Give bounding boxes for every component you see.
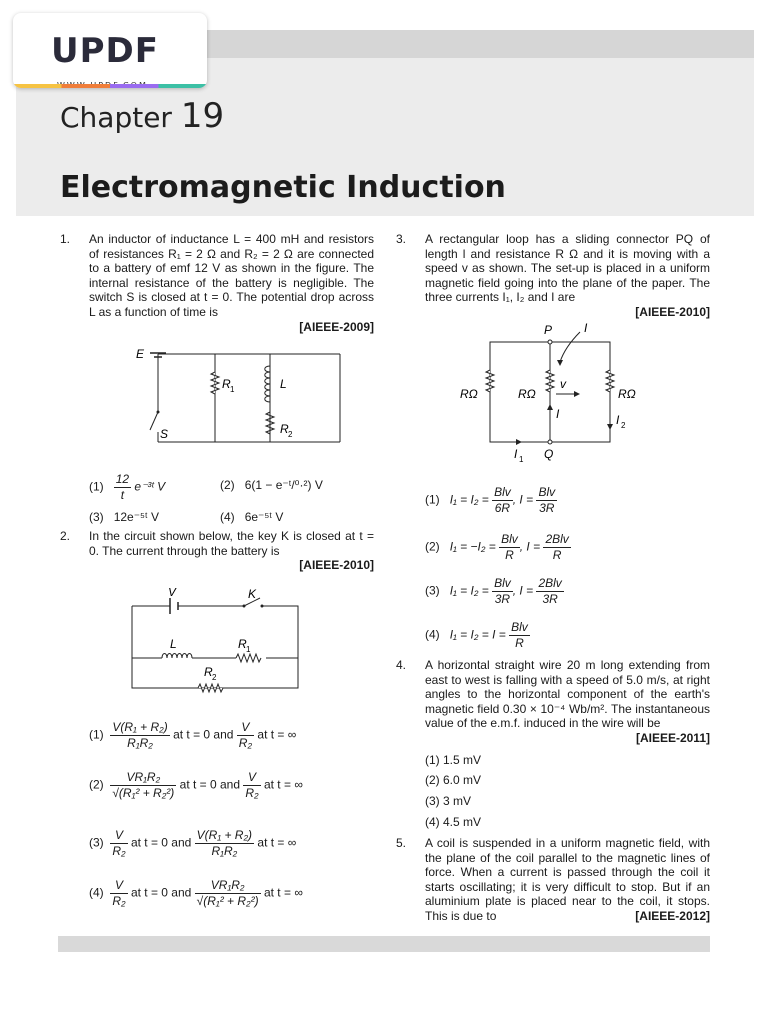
q2-inductor	[162, 654, 192, 659]
q1-label-E: E	[136, 347, 145, 361]
q3-label-I-top: I	[584, 321, 588, 335]
q2-opt3-frac-b: $\frac{\text{V(R₁ + R₂)}}{\text{R₁R₂}}$	[196, 828, 253, 858]
chapter-label: Chapter	[60, 101, 172, 134]
q1-text: An inductor of inductance L = 400 mH and resistors of resistances R₁ = 2 Ω and R₂ = 2 Ω are connected to a battery of emf 12 V as shown in the figure. The internal resistance of the battery is negligible. The switch S is closed at t = 0. The potential drop across L as a function of time is	[89, 232, 374, 319]
footer-bar	[58, 936, 710, 952]
q3-opt1-frac-a: $\frac{\text{Blv}}{6R}$	[494, 485, 511, 515]
q3-option-2[interactable]	[425, 532, 571, 562]
question-5	[396, 836, 710, 926]
q3-opt4-frac: $\frac{\text{Blv}}{R}$	[511, 620, 528, 650]
q3-label-R-right: RΩ	[618, 387, 636, 401]
q1-circuit-figure	[130, 342, 370, 452]
q3-text: A rectangular loop has a sliding connector PQ of length l and resistance R Ω and it is moving with a speed v as shown. The set-up is placed in a uniform magnetic field going into the plane of the paper. The three currents I₁, I₂ and I are	[425, 232, 710, 305]
q2-label-K: K	[248, 588, 257, 601]
chapter-number: 19	[180, 96, 225, 136]
q3-label-v: v	[560, 377, 566, 391]
q3-tag: [AIEEE-2010]	[635, 305, 710, 319]
q1-label-R1: R	[222, 377, 231, 391]
q5-text: A coil is suspended in a uniform magnetic field, with the plane of the coil parallel to the magnetic lines of force. When a current is passed through the coil it starts oscillating; it is very difficult to stop. But if an aluminium plate is placed near to the coil, it stops. This is due to	[425, 836, 710, 923]
q2-label-V: V	[168, 588, 177, 599]
q3-label-I1-sub: 1	[519, 455, 524, 464]
q3-opt3-mid: , I =	[512, 583, 534, 598]
q5-number: 5.	[396, 836, 407, 850]
q1-label-L: L	[280, 377, 287, 391]
q4-number: 4.	[396, 658, 407, 672]
q3-opt4-num: (4)	[425, 627, 440, 642]
q1-opt1-fraction: $\frac{12}{t}$	[115, 472, 130, 502]
question-2	[60, 529, 374, 573]
q2-opt3-num: (3)	[89, 835, 104, 850]
q3-label-R-mid: RΩ	[518, 387, 536, 401]
q2-opt1-tinf: at t = ∞	[257, 727, 297, 742]
q3-label-R-left: RΩ	[460, 387, 478, 401]
q3-opt4-lhs: I₁ = I₂ = I =	[449, 627, 506, 642]
q2-opt2-frac-a: $\frac{\text{VR₁R₂}}{\text{√(R₁² + R₂²)}}$	[112, 770, 175, 800]
q1-switch	[150, 412, 158, 430]
q2-circuit-figure	[126, 588, 306, 704]
q3-label-Q: Q	[544, 447, 554, 461]
logo-stripe	[13, 84, 207, 88]
q1-opt4-value: 6e⁻⁵ᵗ V	[244, 510, 284, 524]
q3-i-curve	[560, 332, 580, 362]
q3-opt2-frac-b: $\frac{\text{2Blv}}{R}$	[545, 532, 569, 562]
q2-option-2[interactable]	[89, 770, 303, 800]
q3-label-I-mid: I	[556, 407, 560, 421]
q1-opt3-value: 12e⁻⁵ᵗ V	[113, 510, 159, 524]
q3-r-left	[486, 370, 494, 392]
q2-opt4-frac-b: $\frac{\text{VR₁R₂}}{\text{√(R₁² + R₂²)}}$	[196, 878, 259, 908]
q1-r1	[211, 372, 219, 394]
q4-option-3[interactable]: (3) 3 mV	[425, 794, 472, 808]
q3-r-mid	[546, 370, 554, 392]
q2-option-1[interactable]	[89, 720, 296, 750]
q2-opt1-frac-b: $\frac{V}{\text{R₂}}$	[238, 720, 253, 750]
q3-opt1-lhs: I₁ = I₂ =	[449, 492, 489, 507]
q1-opt4-num: (4)	[220, 510, 235, 524]
q1-option-3[interactable]	[89, 510, 159, 525]
q3-opt3-num: (3)	[425, 583, 440, 598]
q3-label-I2-sub: 2	[621, 421, 626, 430]
q2-opt4-t0: at t = 0 and	[130, 885, 192, 900]
q3-option-4[interactable]	[425, 620, 530, 650]
q5-tag: [AIEEE-2012]	[631, 909, 710, 924]
q3-option-3[interactable]	[425, 576, 564, 606]
q2-option-3[interactable]	[89, 828, 296, 858]
q2-opt1-num: (1)	[89, 727, 104, 742]
q1-opt2-num: (2)	[220, 478, 235, 492]
q2-r2	[198, 684, 223, 692]
q1-wires	[158, 354, 340, 442]
chapter-heading	[60, 96, 224, 136]
q2-opt4-tinf: at t = ∞	[263, 885, 303, 900]
q1-number: 1.	[60, 232, 71, 246]
q1-label-R2-sub: 2	[288, 430, 293, 439]
q2-label-R1: R	[238, 637, 247, 651]
q1-opt3-num: (3)	[89, 510, 104, 524]
q3-circuit-figure	[456, 320, 656, 470]
q2-text: In the circuit shown below, the key K is closed at t = 0. The current through the battery is	[89, 529, 374, 558]
q3-label-I2: I	[616, 413, 620, 427]
q3-opt2-num: (2)	[425, 539, 440, 554]
q3-r-right	[606, 370, 614, 392]
q2-opt1-t0: at t = 0 and	[173, 727, 234, 742]
q1-label-R2: R	[280, 422, 289, 436]
q1-opt2-value: 6(1 − e⁻ᵗ/⁰·²) V	[244, 478, 323, 492]
question-1	[60, 232, 374, 332]
q1-opt1-rest: e⁻³ᵗ V	[134, 479, 166, 494]
question-3	[396, 232, 710, 320]
q1-option-4[interactable]	[220, 510, 283, 525]
q3-opt3-frac-b: $\frac{\text{2Blv}}{3R}$	[538, 576, 562, 606]
q2-label-R1-sub: 1	[246, 645, 251, 654]
q2-label-L: L	[170, 637, 177, 651]
q1-tag: [AIEEE-2009]	[299, 320, 374, 334]
q3-label-P: P	[544, 323, 553, 337]
q2-opt1-frac-a: $\frac{\text{V(R₁ + R₂)}}{\text{R₁R₂}}$	[112, 720, 168, 750]
q2-opt4-frac-a: $\frac{V}{\text{R₂}}$	[112, 878, 126, 908]
q1-inductor	[265, 366, 270, 402]
q2-opt3-t0: at t = 0 and	[130, 835, 192, 850]
q4-text: A horizontal straight wire 20 m long extending from east to west is falling with a speed of 5.0 m/s, at right angles to the horizontal component of the earth's magnetic field 0.30 × 10⁻⁴ Wb/m². The instantaneous value of the e.m.f. induced in the wire will be	[425, 658, 710, 731]
page-title: Electromagnetic Induction	[60, 170, 506, 205]
q2-label-R2: R	[204, 665, 213, 679]
q2-opt3-frac-a: $\frac{V}{\text{R₂}}$	[112, 828, 126, 858]
q1-label-S: S	[160, 427, 169, 441]
q2-opt2-frac-b: $\frac{V}{\text{R₂}}$	[245, 770, 259, 800]
q3-opt1-frac-b: $\frac{\text{Blv}}{3R}$	[538, 485, 556, 515]
q2-battery	[170, 598, 178, 614]
q1-label-R1-sub: 1	[230, 385, 235, 394]
q1-option-2[interactable]	[220, 478, 323, 493]
left-column	[60, 232, 374, 932]
q3-label-I1: I	[514, 447, 518, 461]
updf-logo	[13, 13, 207, 88]
q4-option-4[interactable]: (4) 4.5 mV	[425, 815, 482, 829]
q2-opt4-num: (4)	[89, 885, 104, 900]
logo-text: UPDF	[51, 31, 159, 71]
q1-opt1-num: (1)	[89, 479, 104, 494]
q3-number: 3.	[396, 232, 407, 246]
q3-opt1-mid: , I =	[512, 492, 534, 507]
q2-opt2-t0: at t = 0 and	[179, 777, 241, 792]
q4-option-2[interactable]: (2) 6.0 mV	[425, 773, 482, 787]
q1-option-1[interactable]	[89, 472, 165, 502]
q2-option-4[interactable]	[89, 878, 303, 908]
q4-option-1[interactable]: (1) 1.5 mV	[425, 753, 482, 767]
q2-r1	[236, 654, 261, 662]
question-4	[396, 658, 710, 748]
q2-opt2-tinf: at t = ∞	[263, 777, 303, 792]
q2-label-R2-sub: 2	[212, 673, 217, 682]
q2-opt2-num: (2)	[89, 777, 104, 792]
q2-number: 2.	[60, 529, 71, 543]
q2-tag: [AIEEE-2010]	[299, 558, 374, 572]
q2-opt3-tinf: at t = ∞	[257, 835, 297, 850]
q3-opt3-lhs: I₁ = I₂ =	[449, 583, 489, 598]
right-column	[396, 232, 710, 932]
q3-opt3-frac-a: $\frac{\text{Blv}}{3R}$	[494, 576, 511, 606]
q3-option-1[interactable]	[425, 485, 557, 515]
q3-opt1-num: (1)	[425, 492, 440, 507]
q3-opt2-frac-a: $\frac{\text{Blv}}{R}$	[501, 532, 518, 562]
q4-tag: [AIEEE-2011]	[635, 731, 710, 745]
q3-opt2-mid: , I =	[519, 539, 541, 554]
q3-opt2-lhs: I₁ = −I₂ =	[449, 539, 496, 554]
